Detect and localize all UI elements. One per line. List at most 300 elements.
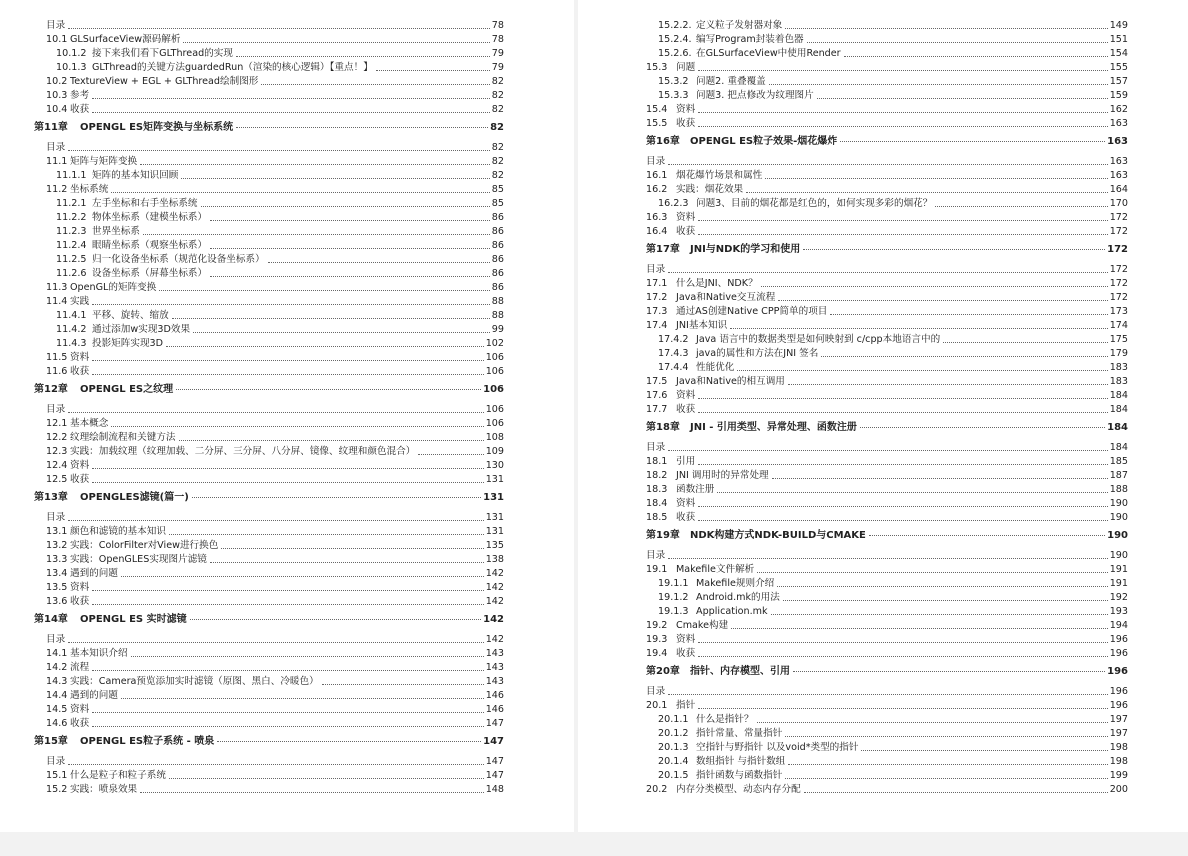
dot-leader (840, 141, 1105, 142)
toc-page-number: 131 (485, 512, 504, 523)
toc-entry-number: 13.5 (46, 582, 68, 593)
toc-entry-title: 什么是指针？ (696, 714, 754, 725)
toc-entry-title: 指针 (676, 700, 696, 711)
dot-leader (698, 126, 1108, 127)
dot-leader (668, 272, 1108, 273)
toc-entry-number: 20.1.3 (658, 742, 689, 753)
toc-entry-title: Java和Native的相互调用 (676, 376, 785, 387)
dot-leader (210, 220, 490, 221)
toc-page-number: 82 (491, 76, 504, 87)
toc-entry[interactable] (646, 332, 1128, 346)
toc-entry[interactable] (34, 168, 504, 182)
toc-entry[interactable] (34, 688, 504, 702)
toc-entry-title: OpenGL的矩阵变换 (70, 282, 157, 293)
toc-entry[interactable] (34, 102, 504, 116)
toc-entry[interactable] (34, 238, 504, 252)
toc-entry-title: JNI基本知识 (676, 320, 728, 331)
toc-entry[interactable] (34, 294, 504, 308)
toc-page-number: 157 (1109, 76, 1128, 87)
toc-entry[interactable] (34, 350, 504, 364)
dot-leader (783, 600, 1108, 601)
toc-entry[interactable] (34, 458, 504, 472)
toc-entry-title: 指针常量、常量指针 (696, 728, 783, 739)
toc-entry-number: 11.2.6 (56, 268, 87, 279)
toc-entry[interactable] (34, 646, 504, 660)
toc-page-number: 79 (491, 62, 504, 73)
dot-leader (176, 389, 481, 390)
toc-entry-number: 17.2 (646, 292, 668, 303)
dot-leader (772, 478, 1108, 479)
toc-entry[interactable] (646, 468, 1128, 482)
toc-entry[interactable] (646, 360, 1128, 374)
toc-page-number: 78 (491, 20, 504, 31)
toc-entry-title: Cmake构建 (676, 620, 729, 631)
toc-entry-title: 实践：ColorFilter对View进行换色 (70, 540, 219, 551)
toc-entry[interactable] (646, 684, 1128, 698)
toc-entry-title: OPENGL ES粒子系统 - 喷泉 (80, 735, 215, 747)
toc-entry-title: 归一化设备坐标系（规范化设备坐标系） (92, 254, 265, 265)
toc-entry[interactable] (34, 18, 504, 32)
toc-page-number: 86 (491, 268, 504, 279)
toc-entry-title: 资料 (70, 352, 90, 363)
toc-entry[interactable] (646, 304, 1128, 318)
toc-entry-title: 资料 (676, 212, 696, 223)
dot-leader (821, 356, 1107, 357)
toc-entry-title: 实践：喷泉效果 (70, 784, 138, 795)
toc-chapter-entry[interactable] (34, 380, 504, 398)
toc-page-number: 86 (491, 254, 504, 265)
dot-leader (193, 332, 490, 333)
toc-entry[interactable] (646, 46, 1128, 60)
toc-entry-title: 目录 (646, 442, 666, 453)
toc-entry-title: 什么是JNI、NDK？ (676, 278, 758, 289)
toc-entry-title: 流程 (70, 662, 90, 673)
toc-entry[interactable] (34, 674, 504, 688)
toc-entry-number: 11.2 (46, 184, 68, 195)
dot-leader (221, 548, 483, 549)
toc-entry-number: 12.4 (46, 460, 68, 471)
dot-leader (92, 604, 484, 605)
toc-entry-number: 第16章 (646, 135, 680, 147)
toc-entry-number: 第11章 (34, 121, 68, 133)
toc-page-number: 190 (1109, 512, 1128, 523)
toc-entry[interactable] (646, 154, 1128, 168)
toc-page-number: 142 (485, 634, 504, 645)
toc-entry[interactable] (34, 266, 504, 280)
toc-entry[interactable] (34, 210, 504, 224)
toc-entry-title: 空指针与野指针 以及void*类型的指针 (696, 742, 859, 753)
toc-entry[interactable] (646, 440, 1128, 454)
toc-page-number: 88 (491, 296, 504, 307)
toc-entry-number: 16.1 (646, 170, 668, 181)
toc-entry[interactable] (646, 712, 1128, 726)
toc-page-number: 190 (1109, 498, 1128, 509)
toc-entry[interactable] (34, 416, 504, 430)
toc-entry[interactable] (34, 32, 504, 46)
toc-entry[interactable] (34, 46, 504, 60)
toc-entry[interactable] (34, 88, 504, 102)
toc-entry-number: 10.2 (46, 76, 68, 87)
toc-page-number: 163 (1109, 118, 1128, 129)
toc-chapter-entry[interactable] (646, 418, 1128, 436)
toc-entry[interactable] (34, 524, 504, 538)
toc-entry[interactable] (646, 182, 1128, 196)
dot-leader (190, 619, 482, 620)
toc-entry-title: 目录 (46, 20, 66, 31)
toc-entry[interactable] (646, 632, 1128, 646)
toc-entry[interactable] (646, 102, 1128, 116)
toc-entry[interactable] (646, 32, 1128, 46)
toc-entry[interactable] (34, 444, 504, 458)
dot-leader (111, 426, 483, 427)
toc-entry-number: 11.6 (46, 366, 68, 377)
toc-entry[interactable] (646, 18, 1128, 32)
toc-page-number: 184 (1107, 421, 1128, 433)
toc-entry[interactable] (646, 346, 1128, 360)
toc-entry[interactable] (34, 308, 504, 322)
toc-entry[interactable] (646, 618, 1128, 632)
toc-entry[interactable] (34, 154, 504, 168)
toc-entry-title: JNI - 引用类型、异常处理、函数注册 (690, 421, 857, 433)
toc-entry[interactable] (646, 262, 1128, 276)
toc-page-number: 183 (1109, 362, 1128, 373)
toc-page-number: 162 (1109, 104, 1128, 115)
toc-page-number: 106 (485, 404, 504, 415)
toc-entry[interactable] (34, 336, 504, 350)
dot-leader (159, 290, 489, 291)
dot-leader (668, 558, 1108, 559)
toc-entry-title: 矩阵与矩阵变换 (70, 156, 138, 167)
toc-entry-number: 11.1 (46, 156, 68, 167)
toc-entry-number: 11.4.3 (56, 338, 87, 349)
toc-entry-number: 11.5 (46, 352, 68, 363)
dot-leader (322, 684, 484, 685)
dot-leader (698, 412, 1108, 413)
toc-entry[interactable] (34, 182, 504, 196)
toc-entry[interactable] (646, 318, 1128, 332)
toc-entry[interactable] (34, 74, 504, 88)
dot-leader (210, 248, 490, 249)
toc-entry-number: 12.5 (46, 474, 68, 485)
toc-entry-title: 矩阵的基本知识回顾 (92, 170, 179, 181)
toc-page-number: 174 (1109, 320, 1128, 331)
toc-entry-title: 定义粒子发射器对象 (696, 20, 783, 31)
toc-entry[interactable] (34, 552, 504, 566)
toc-entry[interactable] (646, 454, 1128, 468)
toc-entry-title: 目录 (646, 264, 666, 275)
toc-entry[interactable] (646, 510, 1128, 524)
toc-page-number: 147 (485, 770, 504, 781)
toc-entry[interactable] (646, 388, 1128, 402)
toc-entry[interactable] (34, 782, 504, 796)
toc-entry[interactable] (646, 224, 1128, 238)
toc-entry[interactable] (34, 702, 504, 716)
toc-entry-number: 11.2.1 (56, 198, 87, 209)
toc-chapter-entry[interactable] (34, 118, 504, 136)
toc-chapter-entry[interactable] (646, 132, 1128, 150)
dot-leader (765, 178, 1107, 179)
toc-entry-title: 收获 (676, 226, 696, 237)
toc-entry-number: 17.5 (646, 376, 668, 387)
toc-chapter-entry[interactable] (34, 732, 504, 750)
toc-entry-number: 11.4.2 (56, 324, 87, 335)
toc-page-number: 200 (1109, 784, 1128, 795)
toc-page-number: 86 (491, 226, 504, 237)
toc-entry-title: 通过添加w实现3D效果 (92, 324, 191, 335)
toc-entry-title: 目录 (646, 550, 666, 561)
toc-entry-title: 资料 (676, 634, 696, 645)
toc-entry[interactable] (646, 726, 1128, 740)
toc-page-number: 79 (491, 48, 504, 59)
toc-page-number: 151 (1109, 34, 1128, 45)
dot-leader (717, 492, 1107, 493)
toc-entry[interactable] (646, 698, 1128, 712)
toc-entry-title: 目录 (646, 686, 666, 697)
dot-leader (376, 70, 490, 71)
toc-entry-number: 10.1.2 (56, 48, 87, 59)
toc-entry-number: 20.1.2 (658, 728, 689, 739)
toc-page-number: 194 (1109, 620, 1128, 631)
toc-entry-number: 14.4 (46, 690, 68, 701)
dot-leader (746, 192, 1108, 193)
toc-page-number: 82 (491, 156, 504, 167)
toc-page-number: 175 (1109, 334, 1128, 345)
toc-chapter-entry[interactable] (646, 240, 1128, 258)
toc-entry[interactable] (646, 116, 1128, 130)
toc-entry-number: 14.5 (46, 704, 68, 715)
dot-leader (140, 164, 490, 165)
toc-entry[interactable] (34, 196, 504, 210)
dot-leader (181, 178, 489, 179)
toc-entry[interactable] (646, 88, 1128, 102)
dot-leader (192, 497, 481, 498)
toc-page-number: 191 (1109, 578, 1128, 589)
toc-entry-number: 13.2 (46, 540, 68, 551)
toc-entry-number: 第13章 (34, 491, 68, 503)
toc-entry[interactable] (34, 322, 504, 336)
dot-leader (698, 220, 1108, 221)
dot-leader (210, 562, 484, 563)
toc-page-number: 135 (485, 540, 504, 551)
toc-entry[interactable] (34, 768, 504, 782)
toc-entry[interactable] (34, 224, 504, 238)
toc-entry[interactable] (646, 768, 1128, 782)
toc-entry[interactable] (34, 632, 504, 646)
dot-leader (92, 304, 490, 305)
toc-entry[interactable] (34, 594, 504, 608)
toc-entry[interactable] (646, 74, 1128, 88)
toc-chapter-entry[interactable] (34, 610, 504, 628)
toc-entry-number: 15.4 (646, 104, 668, 115)
toc-page-number: 142 (483, 613, 504, 625)
dot-leader (778, 300, 1107, 301)
dot-leader (92, 482, 484, 483)
toc-entry-number: 17.4.2 (658, 334, 689, 345)
toc-entry-title: 目录 (46, 512, 66, 523)
toc-entry[interactable] (34, 430, 504, 444)
toc-entry[interactable] (646, 754, 1128, 768)
toc-entry-number: 17.7 (646, 404, 668, 415)
toc-entry[interactable] (646, 562, 1128, 576)
toc-entry-title: 平移、旋转、缩放 (92, 310, 169, 321)
toc-page-number: 163 (1109, 156, 1128, 167)
dot-leader (785, 736, 1107, 737)
toc-page-number: 142 (485, 568, 504, 579)
toc-entry[interactable] (646, 168, 1128, 182)
toc-entry-title: OPENGL ES之纹理 (80, 383, 174, 395)
toc-entry-title: 目录 (46, 404, 66, 415)
dot-leader (92, 98, 490, 99)
toc-entry-number: 15.3.2 (658, 76, 689, 87)
toc-entry-number: 14.2 (46, 662, 68, 673)
toc-entry[interactable] (646, 740, 1128, 754)
toc-entry[interactable] (646, 548, 1128, 562)
toc-entry[interactable] (34, 402, 504, 416)
toc-entry[interactable] (646, 496, 1128, 510)
toc-entry-title: 通过AS创建Native CPP简单的项目 (676, 306, 828, 317)
toc-entry-number: 10.3 (46, 90, 68, 101)
toc-entry-number: 19.1.2 (658, 592, 689, 603)
toc-page-number: 154 (1109, 48, 1128, 59)
dot-leader (68, 520, 484, 521)
toc-entry[interactable] (34, 716, 504, 730)
toc-entry-title: 收获 (676, 118, 696, 129)
toc-entry[interactable] (34, 472, 504, 486)
toc-entry[interactable] (646, 646, 1128, 660)
toc-entry-title: 编写Program封装着色器 (696, 34, 804, 45)
toc-entry-number: 11.2.2 (56, 212, 87, 223)
toc-page-number: 109 (485, 446, 504, 457)
toc-page-number: 199 (1109, 770, 1128, 781)
dot-leader (140, 792, 484, 793)
toc-entry-number: 18.5 (646, 512, 668, 523)
toc-entry[interactable] (34, 754, 504, 768)
toc-page-number: 82 (491, 104, 504, 115)
toc-left-column (34, 18, 504, 796)
toc-entry-number: 11.3 (46, 282, 68, 293)
toc-page-number: 85 (491, 198, 504, 209)
toc-entry[interactable] (34, 660, 504, 674)
toc-entry[interactable] (646, 604, 1128, 618)
toc-entry[interactable] (34, 60, 504, 74)
dot-leader (860, 427, 1105, 428)
toc-entry[interactable] (646, 60, 1128, 74)
dot-leader (210, 276, 490, 277)
toc-entry[interactable] (646, 590, 1128, 604)
toc-entry[interactable] (646, 576, 1128, 590)
toc-page-number: 191 (1109, 564, 1128, 575)
toc-page-number: 78 (491, 34, 504, 45)
toc-entry[interactable] (34, 538, 504, 552)
toc-entry-title: 设备坐标系（屏幕坐标系） (92, 268, 208, 279)
toc-chapter-entry[interactable] (34, 488, 504, 506)
toc-entry-title: 世界坐标系 (92, 226, 140, 237)
toc-page-number: 163 (1109, 170, 1128, 181)
dot-leader (804, 792, 1108, 793)
toc-entry-title: Makefile规则介绍 (696, 578, 775, 589)
toc-chapter-entry[interactable] (646, 662, 1128, 680)
toc-entry[interactable] (646, 276, 1128, 290)
toc-entry-title: 什么是粒子和粒子系统 (70, 770, 166, 781)
toc-entry-title: Android.mk的用法 (696, 592, 780, 603)
dot-leader (668, 164, 1108, 165)
left-page (0, 0, 574, 832)
dot-leader (943, 342, 1107, 343)
toc-entry-number: 12.3 (46, 446, 68, 457)
toc-entry-title: 资料 (70, 460, 90, 471)
toc-page-number: 172 (1109, 292, 1128, 303)
toc-page-number: 172 (1109, 278, 1128, 289)
toc-entry[interactable] (34, 280, 504, 294)
toc-entry[interactable] (646, 782, 1128, 796)
toc-entry[interactable] (34, 580, 504, 594)
toc-entry-number: 16.2 (646, 184, 668, 195)
toc-entry-number: 19.1.1 (658, 578, 689, 589)
toc-entry-number: 11.2.5 (56, 254, 87, 265)
toc-page-number: 130 (485, 460, 504, 471)
toc-page-number: 170 (1109, 198, 1128, 209)
toc-page-number: 196 (1109, 686, 1128, 697)
toc-entry[interactable] (646, 482, 1128, 496)
toc-page-number: 190 (1109, 550, 1128, 561)
toc-page-number: 86 (491, 282, 504, 293)
toc-entry[interactable] (646, 290, 1128, 304)
dot-leader (268, 262, 490, 263)
toc-entry[interactable] (646, 196, 1128, 210)
right-page (578, 0, 1188, 832)
toc-entry[interactable] (34, 252, 504, 266)
dot-leader (201, 206, 490, 207)
dot-leader (698, 70, 1108, 71)
toc-page-number: 163 (1107, 135, 1128, 147)
toc-entry-title: 资料 (676, 498, 696, 509)
toc-entry-title: JNI与NDK的学习和使用 (690, 243, 801, 255)
toc-page-number: 106 (483, 383, 504, 395)
toc-entry[interactable] (34, 566, 504, 580)
toc-entry-number: 11.2.3 (56, 226, 87, 237)
toc-entry-number: 19.3 (646, 634, 668, 645)
toc-entry-number: 第14章 (34, 613, 68, 625)
toc-entry-title: 基本概念 (70, 418, 109, 429)
dot-leader (143, 234, 490, 235)
toc-entry[interactable] (646, 210, 1128, 224)
toc-page-number: 173 (1109, 306, 1128, 317)
dot-leader (236, 127, 488, 128)
toc-entry[interactable] (34, 364, 504, 378)
dot-leader (698, 708, 1108, 709)
toc-entry-number: 15.3.3 (658, 90, 689, 101)
toc-entry[interactable] (646, 402, 1128, 416)
dot-leader (92, 670, 484, 671)
toc-page-number: 143 (485, 676, 504, 687)
dot-leader (68, 412, 484, 413)
toc-entry-number: 20.1.5 (658, 770, 689, 781)
toc-entry-number: 17.6 (646, 390, 668, 401)
toc-entry[interactable] (34, 510, 504, 524)
toc-entry-title: 目录 (646, 156, 666, 167)
toc-page-number: 108 (485, 432, 504, 443)
toc-entry[interactable] (34, 140, 504, 154)
dot-leader (785, 28, 1107, 29)
toc-entry-number: 18.3 (646, 484, 668, 495)
toc-entry[interactable] (646, 374, 1128, 388)
toc-entry-title: 问题2. 重叠覆盖 (696, 76, 766, 87)
toc-entry-title: GLSurfaceView源码解析 (70, 34, 181, 45)
toc-entry-title: OPENGLES滤镜(篇一) (80, 491, 189, 503)
toc-entry-number: 17.1 (646, 278, 668, 289)
toc-chapter-entry[interactable] (646, 526, 1128, 544)
toc-entry-title: 收获 (70, 366, 90, 377)
